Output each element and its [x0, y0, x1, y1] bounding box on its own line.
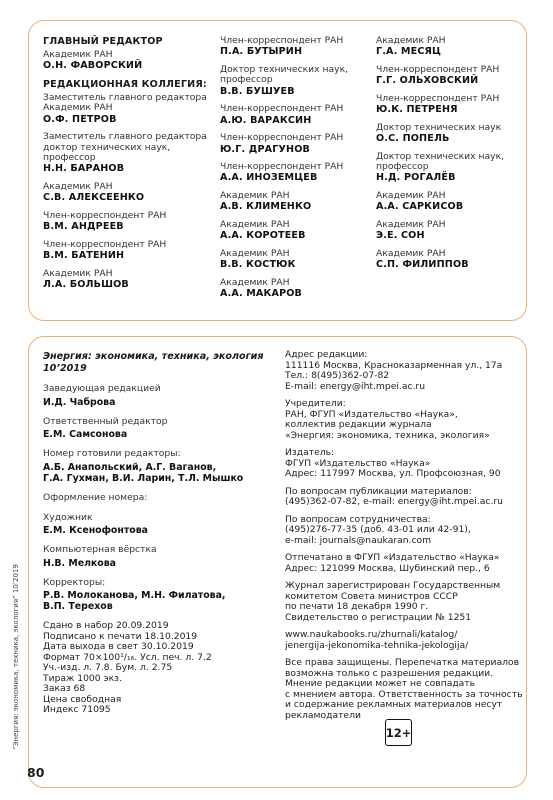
- member-role: Член-корреспондент РАН: [220, 35, 344, 46]
- member-role: Академик РАН: [43, 48, 113, 60]
- member-name: О.С. ПОПЕЛЬ: [376, 133, 450, 145]
- member-name: В.В. КОСТЮК: [220, 259, 296, 271]
- board-member: [376, 123, 526, 145]
- member-name: П.А. БУТЫРИН: [220, 46, 303, 58]
- board-heading: РЕДАКЦИОННАЯ КОЛЛЕГИЯ:: [43, 79, 207, 91]
- member-name: Ю.Г. ДРАГУНОВ: [220, 143, 310, 155]
- imprint-info-block: Все права защищены. Перепечатка материалов возможна только с разрешения редакции. Мнение редакции может не совпадать с мнением автора. Ответственность за точность и содержание рекламных материалов несут рекламодатели: [285, 657, 523, 721]
- member-role: Член-корреспондент РАН: [376, 92, 500, 104]
- page-number: 80: [27, 765, 45, 780]
- board-member: [220, 65, 370, 97]
- board-heading: ГЛАВНЫЙ РЕДАКТОР: [43, 36, 163, 47]
- staff-name: Е.М. Самсонова: [43, 429, 128, 441]
- member-role: Академик РАН: [376, 247, 446, 259]
- member-role: Заместитель главного редактора Академик РАН: [43, 91, 207, 114]
- staff-entry: [43, 417, 273, 441]
- member-role: Член-корреспондент РАН: [220, 161, 344, 173]
- member-role: Член-корреспондент РАН: [376, 63, 500, 75]
- board-member: [376, 220, 526, 242]
- member-role: Академик РАН: [376, 218, 446, 230]
- member-role: Член-корреспондент РАН: [43, 238, 167, 250]
- imprint-info-block: Учредители: РАН, ФГУП «Издательство «Наука», коллектив редакции журнала «Энергия: экономика, техника, экология»: [285, 398, 490, 441]
- member-role: Академик РАН: [220, 218, 290, 230]
- member-name: Н.Д. РОГАЛЁВ: [376, 172, 456, 184]
- staff-role: Оформление номера:: [43, 491, 148, 503]
- member-name: В.М. АНДРЕЕВ: [43, 221, 124, 233]
- board-member: [43, 50, 219, 72]
- board-member: [220, 36, 370, 58]
- imprint-info-block: www.naukabooks.ru/zhurnali/katalog/ jenergija-jekonomika-tehnika-jekologija/: [285, 629, 469, 651]
- member-name: А.А. МАКАРОВ: [220, 288, 303, 300]
- staff-name: А.Б. Анапольский, А.Г. Ваганов, Г.А. Гухман, В.И. Ларин, Т.Л. Мышко: [43, 461, 244, 484]
- member-name: А.А. КОРОТЕЕВ: [220, 230, 306, 242]
- staff-role: Номер готовили редакторы:: [43, 448, 181, 460]
- member-name: С.П. ФИЛИППОВ: [376, 259, 469, 271]
- board-column-2: [220, 36, 370, 307]
- board-member: [220, 191, 370, 213]
- member-name: Ю.К. ПЕТРЕНЯ: [376, 104, 458, 116]
- member-role: Член-корреспондент РАН: [220, 103, 344, 115]
- board-member: [376, 65, 526, 87]
- imprint-left-column: [43, 351, 273, 716]
- staff-name: Н.В. Мелкова: [43, 557, 116, 569]
- staff-list: [43, 384, 273, 612]
- board-member: [220, 104, 370, 126]
- board-member: [220, 278, 370, 300]
- staff-name: И.Д. Чаброва: [43, 396, 116, 408]
- imprint-info-block: По вопросам сотрудничества: (495)276-77-35 (доб. 43-01 или 42-91), e-mail: journals@naukaran.com: [285, 513, 471, 546]
- member-name: О.Ф. ПЕТРОВ: [43, 113, 117, 125]
- board-member: [220, 162, 370, 184]
- member-role: Академик РАН: [376, 189, 446, 201]
- member-role: Академик РАН: [220, 189, 290, 201]
- member-name: С.В. АЛЕКСЕЕНКО: [43, 192, 145, 204]
- member-role: Доктор технических наук, профессор: [220, 63, 349, 86]
- member-name: А.А. САРКИСОВ: [376, 201, 464, 213]
- board-member: [43, 132, 219, 175]
- staff-role: Корректоры:: [43, 576, 106, 588]
- member-name: Г.А. МЕСЯЦ: [376, 46, 442, 58]
- member-role: Член-корреспондент РАН: [220, 132, 344, 144]
- board-member: [376, 94, 526, 116]
- staff-entry: [43, 449, 273, 484]
- member-name: О.Н. ФАВОРСКИЙ: [43, 59, 143, 71]
- staff-entry: [43, 384, 273, 408]
- member-role: Член-корреспондент РАН: [43, 209, 167, 221]
- board-member: [376, 249, 526, 271]
- member-role: Академик РАН: [220, 276, 290, 288]
- imprint-info-block: По вопросам публикации материалов: (495)362-07-82, e-mail: energy@iht.mpei.ac.ru: [285, 485, 503, 507]
- board-member: [43, 182, 219, 204]
- board-column-3: [376, 36, 526, 278]
- member-name: В.М. БАТЕНИН: [43, 250, 125, 262]
- print-details: Сдано в набор 20.09.2019 Подписано к печати 18.10.2019 Дата выхода в свет 30.10.2019 Формат 70×100¹/₁₆. Усл. печ. л. 7.2 Уч.-изд. л. 7.8. Бум. л. 2.75 Тираж 1000 экз. Заказ 68 Цена свободная Индекс 71095: [43, 620, 212, 716]
- member-role: Академик РАН: [43, 267, 113, 279]
- staff-entry: [43, 578, 273, 613]
- board-member: [220, 220, 370, 242]
- board-member: [43, 211, 219, 233]
- member-name: Н.Н. БАРАНОВ: [43, 163, 125, 175]
- board-column-1: [43, 36, 219, 298]
- imprint-info-block: Адрес редакции: 111116 Москва, Красноказарменная ул., 17а Тел.: 8(495)362-07-82 E-mail: energy@iht.mpei.ac.ru: [285, 349, 503, 392]
- member-name: А.А. ИНОЗЕМЦЕВ: [220, 172, 318, 184]
- staff-name: Е.М. Ксенофонтова: [43, 525, 148, 537]
- staff-role: Ответственный редактор: [43, 415, 168, 427]
- member-role: Доктор технических наук: [376, 121, 502, 133]
- imprint-info-block: Издатель: ФГУП «Издательство «Наука» Адрес: 117997 Москва, ул. Профсоюзная, 90: [285, 447, 501, 479]
- imprint-info-block: Журнал зарегистрирован Государственным комитетом Совета министров СССР по печати 18 декабря 1990 г. Свидетельство о регистрации № 1251: [285, 580, 501, 623]
- staff-entry: [43, 545, 273, 569]
- member-role: Академик РАН: [220, 247, 290, 259]
- side-caption: “Энергия: экономика, техника, экология” 10’2019: [12, 564, 20, 750]
- staff-entry: [43, 493, 273, 504]
- member-role: Доктор технических наук, профессор: [376, 150, 505, 173]
- member-name: Л.А. БОЛЬШОВ: [43, 279, 129, 291]
- member-name: Э.Е. СОН: [376, 230, 425, 242]
- staff-entry: [43, 513, 273, 537]
- board-member: [376, 191, 526, 213]
- journal-title: Энергия: экономика, техника, экология 10’2019: [43, 351, 264, 374]
- member-name: В.В. БУШУЕВ: [220, 85, 295, 97]
- board-member: [220, 249, 370, 271]
- staff-role: Компьютерная вёрстка: [43, 544, 157, 556]
- board-member: [376, 36, 526, 58]
- member-role: Заместитель главного редактора доктор технических наук, профессор: [43, 131, 207, 164]
- member-name: А.В. КЛИМЕНКО: [220, 201, 312, 213]
- board-member: [43, 240, 219, 262]
- imprint-right-column: [285, 350, 525, 728]
- member-name: Г.Г. ОЛЬХОВСКИЙ: [376, 75, 479, 87]
- board-member: [43, 93, 219, 125]
- staff-role: Художник: [43, 511, 93, 523]
- staff-name: Р.В. Молоканова, М.Н. Филатова, В.П. Терехов: [43, 590, 226, 613]
- age-rating-badge: 12+: [385, 719, 412, 746]
- member-role: Академик РАН: [376, 35, 446, 46]
- board-member: [43, 269, 219, 291]
- imprint-info-block: Отпечатано в ФГУП «Издательство «Наука» Адрес: 121099 Москва, Шубинский пер., 6: [285, 552, 500, 574]
- staff-role: Заведующая редакцией: [43, 383, 161, 395]
- member-role: Академик РАН: [43, 180, 113, 192]
- board-member: [220, 133, 370, 155]
- board-member: [376, 152, 526, 184]
- member-name: А.Ю. ВАРАКСИН: [220, 114, 312, 126]
